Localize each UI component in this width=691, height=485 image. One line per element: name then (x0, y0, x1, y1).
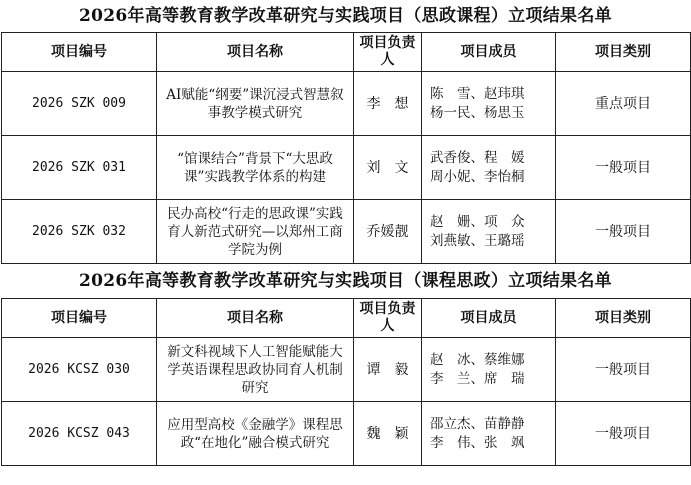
project-leader: 李 想 (354, 72, 422, 136)
table-row (2, 136, 691, 200)
project-id: 2026 KCSZ 030 (2, 338, 157, 402)
project-name: 民办高校“行走的思政课”实践育人新范式研究—以郑州工商学院为例 (157, 200, 354, 264)
header-members: 项目成员 (422, 33, 556, 72)
members-line: 李 伟、张 飒 (430, 434, 525, 451)
members-line: 陈 雪、赵玮琪 (430, 85, 525, 102)
members-line: 邵立杰、苗静静 (430, 415, 525, 432)
project-members (422, 200, 556, 264)
header-name: 项目名称 (157, 299, 354, 338)
project-id: 2026 SZK 031 (2, 136, 157, 200)
members-line: 杨一民、杨思玉 (430, 104, 525, 121)
table-header-row (2, 299, 691, 338)
table-row (2, 200, 691, 264)
project-id: 2026 SZK 032 (2, 200, 157, 264)
header-leader: 项目负责人 (354, 299, 422, 338)
results-table-kcsz (1, 298, 691, 466)
project-name: 新文科视域下人工智能赋能大学英语课程思政协同育人机制研究 (157, 338, 354, 402)
header-id: 项目编号 (2, 33, 157, 72)
results-table-szk (1, 32, 691, 264)
table-header-row (2, 33, 691, 72)
project-name: “馆课结合”背景下“大思政课”实践教学体系的构建 (157, 136, 354, 200)
members-line: 李 兰、席 瑞 (430, 370, 525, 387)
project-category: 一般项目 (556, 402, 691, 466)
project-members (422, 136, 556, 200)
project-name: AI赋能“纲要”课沉浸式智慧叙事教学模式研究 (157, 72, 354, 136)
project-leader: 魏 颖 (354, 402, 422, 466)
header-name: 项目名称 (157, 33, 354, 72)
table-row (2, 72, 691, 136)
project-leader: 刘 文 (354, 136, 422, 200)
project-members (422, 338, 556, 402)
members-line: 赵 姗、项 众 (430, 213, 525, 230)
members-line: 赵 冰、蔡维娜 (430, 351, 525, 368)
header-leader: 项目负责人 (354, 33, 422, 72)
members-line: 武香俊、程 媛 (430, 149, 525, 166)
members-line: 周小妮、李怡桐 (430, 168, 525, 185)
header-category: 项目类别 (556, 33, 691, 72)
table-row (2, 338, 691, 402)
project-category: 一般项目 (556, 338, 691, 402)
project-leader: 谭 毅 (354, 338, 422, 402)
project-members (422, 402, 556, 466)
section-title-kcsz: 2026年高等教育教学改革研究与实践项目（课程思政）立项结果名单 (79, 271, 612, 291)
project-leader: 乔媛靓 (354, 200, 422, 264)
header-members: 项目成员 (422, 299, 556, 338)
header-category: 项目类别 (556, 299, 691, 338)
project-category: 重点项目 (556, 72, 691, 136)
section-title-szk: 2026年高等教育教学改革研究与实践项目（思政课程）立项结果名单 (79, 6, 612, 26)
project-category: 一般项目 (556, 200, 691, 264)
table-row (2, 402, 691, 466)
project-id: 2026 KCSZ 043 (2, 402, 157, 466)
project-members (422, 72, 556, 136)
header-id: 项目编号 (2, 299, 157, 338)
project-name: 应用型高校《金融学》课程思政“在地化”融合模式研究 (157, 402, 354, 466)
project-id: 2026 SZK 009 (2, 72, 157, 136)
project-category: 一般项目 (556, 136, 691, 200)
members-line: 刘燕敏、王璐瑶 (430, 232, 525, 249)
